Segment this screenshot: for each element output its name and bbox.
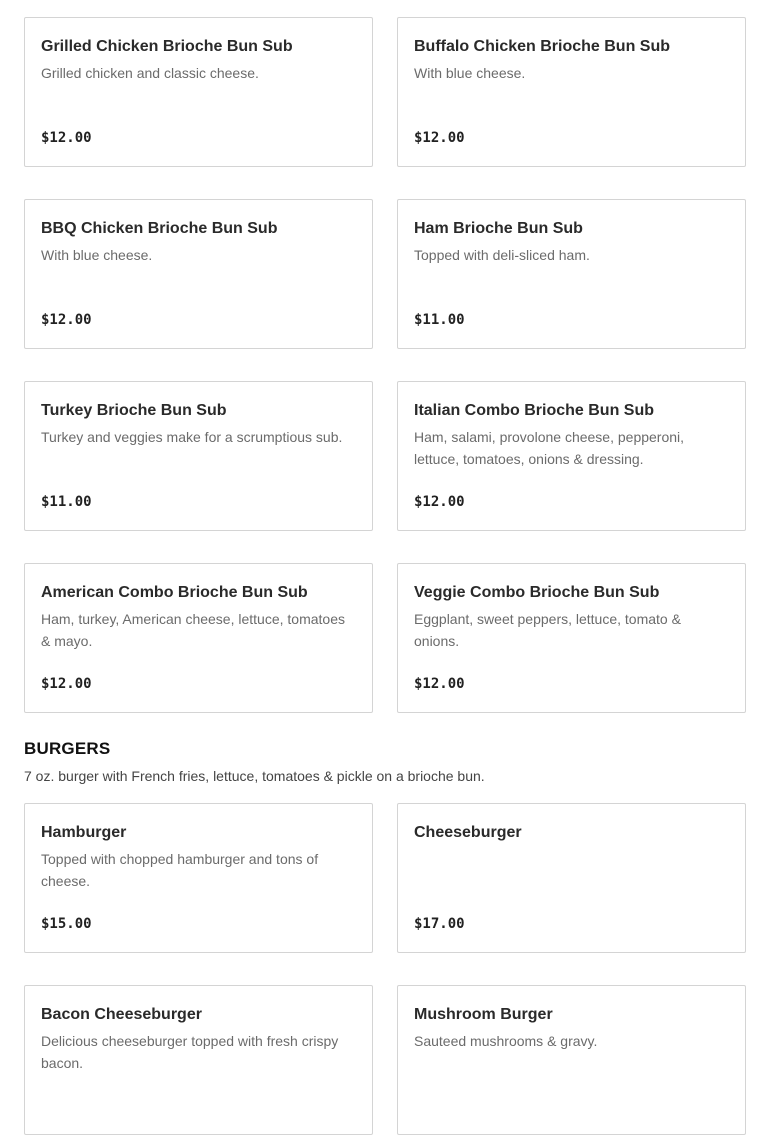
menu-item-card[interactable]	[397, 803, 746, 953]
item-description: Sauteed mushrooms & gravy.	[414, 1033, 598, 1049]
item-description: Delicious cheeseburger topped with fresh crispy bacon.	[41, 1033, 339, 1071]
menu-item-card[interactable]	[397, 17, 746, 167]
item-price: $12.00	[41, 676, 92, 692]
item-name: Grilled Chicken Brioche Bun Sub	[41, 38, 293, 55]
menu-item-card[interactable]	[397, 199, 746, 349]
item-name: Italian Combo Brioche Bun Sub	[414, 402, 655, 419]
item-name: Buffalo Chicken Brioche Bun Sub	[414, 38, 671, 55]
menu-item-card[interactable]	[397, 985, 746, 1135]
item-price: $17.00	[414, 916, 465, 932]
item-name: Veggie Combo Brioche Bun Sub	[414, 584, 660, 601]
item-description: Turkey and veggies make for a scrumptious sub.	[41, 429, 343, 445]
item-description: With blue cheese.	[41, 247, 153, 263]
menu-item-card[interactable]	[24, 563, 373, 713]
item-price: $12.00	[41, 130, 92, 146]
item-description: Topped with deli-sliced ham.	[414, 247, 590, 263]
item-name: Cheeseburger	[414, 824, 522, 841]
item-name: American Combo Brioche Bun Sub	[41, 584, 308, 601]
item-price: $15.00	[41, 916, 92, 932]
item-price: $12.00	[414, 494, 465, 510]
item-price: $12.00	[414, 130, 465, 146]
menu-item-card[interactable]	[24, 985, 373, 1135]
item-description: Grilled chicken and classic cheese.	[41, 65, 259, 81]
section-title: BURGERS	[24, 739, 111, 758]
menu-item-card[interactable]	[397, 563, 746, 713]
section-description: 7 oz. burger with French fries, lettuce, tomatoes & pickle on a brioche bun.	[24, 768, 485, 784]
item-name: Turkey Brioche Bun Sub	[41, 402, 227, 419]
item-price: $12.00	[41, 312, 92, 328]
item-name: Hamburger	[41, 824, 127, 841]
item-description: Ham, turkey, American cheese, lettuce, tomatoes & mayo.	[41, 611, 345, 649]
menu-item-card[interactable]	[24, 17, 373, 167]
menu-item-card[interactable]	[24, 381, 373, 531]
item-name: BBQ Chicken Brioche Bun Sub	[41, 220, 278, 237]
item-price: $12.00	[414, 676, 465, 692]
item-name: Bacon Cheeseburger	[41, 1006, 202, 1023]
item-description: Eggplant, sweet peppers, lettuce, tomato & onions.	[414, 611, 681, 649]
menu-item-card[interactable]	[397, 381, 746, 531]
item-price: $11.00	[41, 494, 92, 510]
item-description: Ham, salami, provolone cheese, pepperoni, lettuce, tomatoes, onions & dressing.	[414, 429, 685, 467]
item-name: Ham Brioche Bun Sub	[414, 220, 583, 237]
item-price: $11.00	[414, 312, 465, 328]
item-description: Topped with chopped hamburger and tons of cheese.	[41, 851, 319, 889]
menu-item-card[interactable]	[24, 199, 373, 349]
menu-item-card[interactable]	[24, 803, 373, 953]
item-name: Mushroom Burger	[414, 1006, 553, 1023]
item-description: With blue cheese.	[414, 65, 526, 81]
